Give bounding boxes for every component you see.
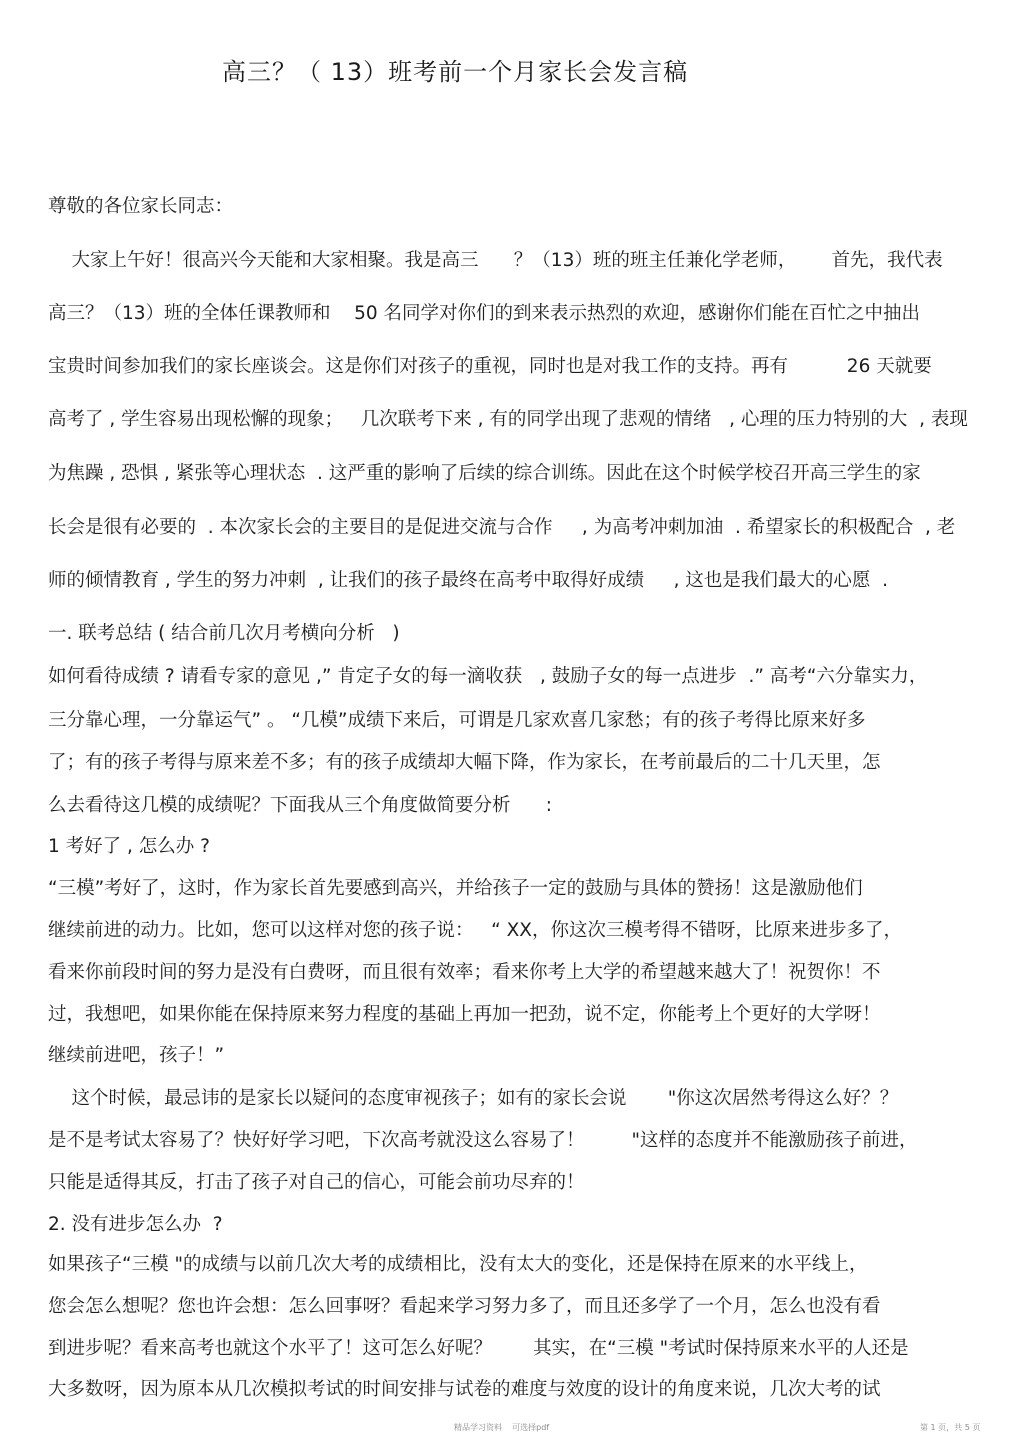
text-line: 到进步呢？看来高考也就这个水平了！这可怎么好呢？ 其实，在“三模 "考试时保持原来水平的人还是 <box>48 1338 909 1359</box>
text-line: 高三？（13）班的全体任课教师和 50 名同学对你们的到来表示热烈的欢迎，感谢你们能在百忙之中抽出 <box>48 303 920 324</box>
text-line: 大家上午好！很高兴今天能和大家相聚。我是高三 ？（13）班的班主任兼化学老师， 首先，我代表 <box>48 250 943 271</box>
text-line: 尊敬的各位家长同志： <box>48 196 234 217</box>
text-line: 如果孩子“三模 "的成绩与以前几次大考的成绩相比，没有太大的变化，还是保持在原来的水平线上， <box>48 1254 868 1275</box>
text-line: 继续前进的动力。比如，您可以这样对您的孩子说： “ XX，你这次三模考得不错呀，比原来进步多了， <box>48 920 902 941</box>
page-title: 高三？（ 13）班考前一个月家长会发言稿 <box>222 58 689 86</box>
text-line: 过，我想吧，如果你能在保持原来努力程度的基础上再加一把劲，说不定，你能考上个更好的大学呀！ <box>48 1004 881 1025</box>
text-line: 这个时候，最忌讳的是家长以疑问的态度审视孩子；如有的家长会说 "你这次居然考得这么好？？ <box>48 1088 899 1109</box>
text-line: 1 考好了 , 怎么办 ? <box>48 836 210 857</box>
text-line: 三分靠心理，一分靠运气” 。 “几模”成绩下来后，可谓是几家欢喜几家愁；有的孩子考得比原来好多 <box>48 710 866 731</box>
text-line: 长会是很有必要的 . 本次家长会的主要目的是促进交流与合作 , 为高考冲刺加油 . 希望家长的积极配合 , 老 <box>48 517 956 538</box>
footer-watermark-text: 精品学习资料 可选择pdf <box>454 1423 550 1432</box>
page-number: 第 1 页，共 5 页 <box>920 1423 981 1432</box>
text-line: 继续前进吧，孩子！” <box>48 1045 225 1066</box>
text-line: 师的倾情教育 , 学生的努力冲刺 , 让我们的孩子最终在高考中取得好成绩 , 这也是我们最大的心愿 . <box>48 570 888 591</box>
text-line: 一. 联考总结 ( 结合前几次月考横向分析 ) <box>48 623 400 644</box>
text-line: 高考了 , 学生容易出现松懈的现象； 几次联考下来 , 有的同学出现了悲观的情绪 , 心理的压力特别的大 , 表现 <box>48 409 968 430</box>
text-line: 看来你前段时间的努力是没有白费呀，而且很有效率；看来你考上大学的希望越来越大了！祝贺你！不 <box>48 962 881 983</box>
text-line: 只能是适得其反，打击了孩子对自己的信心，可能会前功尽弃的！ <box>48 1172 585 1193</box>
text-line: 大多数呀，因为原本从几次模拟考试的时间安排与试卷的难度与效度的设计的角度来说，几次大考的试 <box>48 1379 881 1400</box>
text-line: 如何看待成绩 ? 请看专家的意见 ,” 肯定子女的每一滴收获 , 鼓励子女的每一点进步 .” 高考“六分靠实力， <box>48 666 928 687</box>
text-line: 么去看待这几模的成绩呢？下面我从三个角度做简要分析 : <box>48 795 553 816</box>
text-line: 为焦躁 , 恐惧 , 紧张等心理状态 . 这严重的影响了后续的综合训练。因此在这个时候学校召开高三学生的家 <box>48 463 921 484</box>
text-line: 了；有的孩子考得与原来差不多；有的孩子成绩却大幅下降，作为家长，在考前最后的二十几天里，怎 <box>48 752 881 773</box>
text-line: 2. 没有进步怎么办 ? <box>48 1214 223 1235</box>
text-line: “三模”考好了，这时，作为家长首先要感到高兴，并给孩子一定的鼓励与具体的赞扬！这是激励他们 <box>48 878 863 899</box>
text-line: 是不是考试太容易了？快好好学习吧，下次高考就没这么容易了！ "这样的态度并不能激励孩子前进， <box>48 1130 918 1151</box>
text-line: 您会怎么想呢？您也许会想：怎么回事呀？看起来学习努力多了，而且还多学了一个月，怎么也没有看 <box>48 1296 881 1317</box>
text-line: 宝贵时间参加我们的家长座谈会。这是你们对孩子的重视，同时也是对我工作的支持。再有 26 天就要 <box>48 356 932 377</box>
